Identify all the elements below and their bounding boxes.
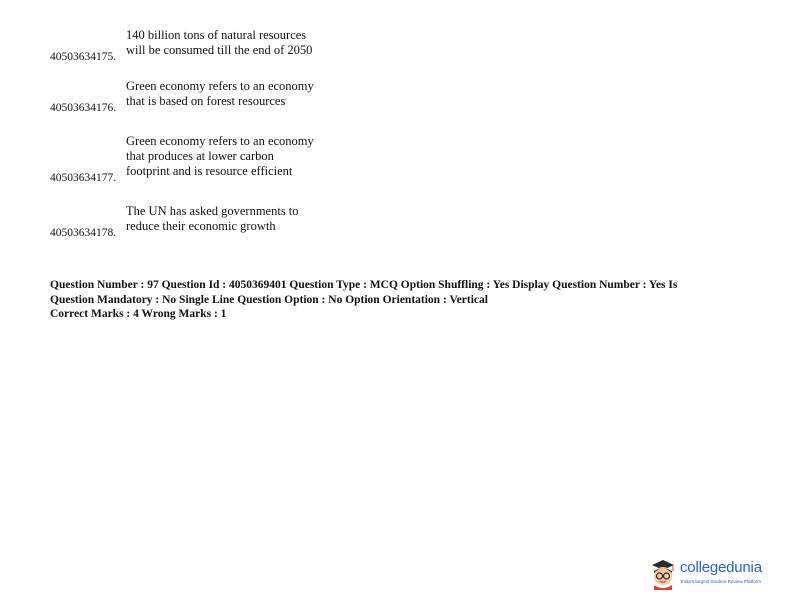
option-text-line: Green economy refers to an economy <box>126 79 314 93</box>
option-item <box>50 135 350 185</box>
option-text-line: that is based on forest resources <box>126 94 286 108</box>
option-text <box>126 204 332 234</box>
logo-tagline: India's largest Student Review Platform <box>681 579 762 584</box>
option-item <box>50 14 350 64</box>
question-meta-line: Question Number : 97 Question Id : 4050369401 Question Type : MCQ Option Shuffling : Yes Display Question Number : Yes Is <box>50 279 678 291</box>
option-item <box>50 65 350 115</box>
question-metadata <box>50 278 740 322</box>
question-meta-line: Correct Marks : 4 Wrong Marks : 1 <box>50 308 227 320</box>
option-text-line: reduce their economic growth <box>126 219 276 233</box>
option-text-line: will be consumed till the end of 2050 <box>126 43 313 57</box>
option-text-line: Green economy refers to an economy <box>126 134 314 148</box>
option-text-line: 140 billion tons of natural resources <box>126 28 307 42</box>
option-id: 40503634178. <box>50 227 117 239</box>
option-text-line: The UN has asked governments to <box>126 204 299 218</box>
option-id: 40503634175. <box>50 51 117 63</box>
option-id: 40503634176. <box>50 102 117 114</box>
option-item <box>50 190 350 240</box>
option-id: 40503634177. <box>50 172 117 184</box>
collegedunia-logo <box>648 556 778 592</box>
mascot-icon <box>648 556 678 590</box>
option-text-line: footprint and is resource efficient <box>126 164 293 178</box>
option-text-line: that produces at lower carbon <box>126 149 274 163</box>
option-text <box>126 134 332 179</box>
logo-wordmark: collegedunia <box>680 559 762 576</box>
option-text <box>126 28 332 58</box>
question-meta-line: Question Mandatory : No Single Line Question Option : No Option Orientation : Vertical <box>50 293 488 306</box>
option-text <box>126 79 332 109</box>
